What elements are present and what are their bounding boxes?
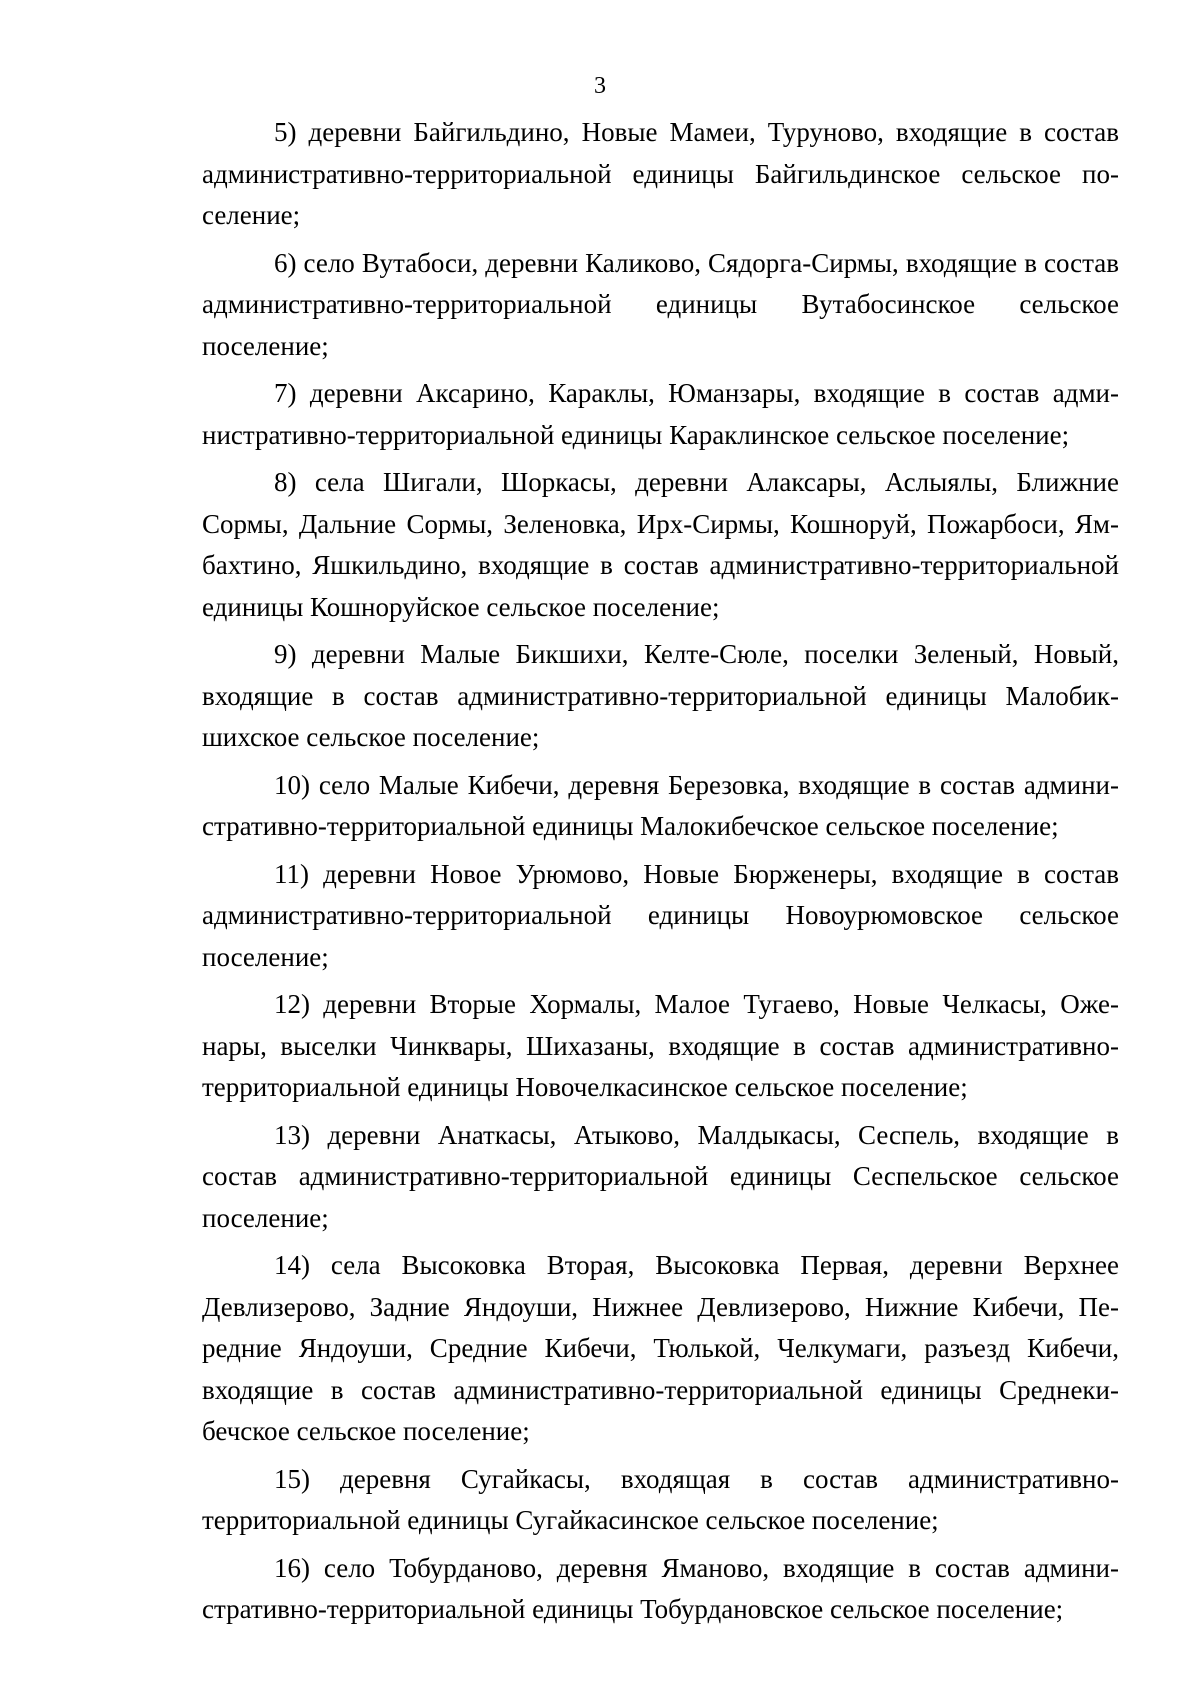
list-item-7: 7) деревни Аксарино, Караклы, Юманзары, входящие в состав административно-территориальной единицы Караклинское сельское поселение;	[202, 378, 1119, 450]
list-item-16: 16) село Тобурданово, деревня Яманово, входящие в состав административно-территориальной единицы Тобурдановское сельское поселение;	[202, 1552, 1119, 1624]
list-item-5: 5) деревни Байгильдино, Новые Мамеи, Туруново, входящие в состав административно-территориальной единицы Байгильдинское сельское поселение;	[202, 117, 1119, 230]
list-item-13: 13) деревни Анаткасы, Атыково, Малдыкасы, Сеспель, входящие в состав административно-территориальной единицы Сеспельское сельское поселение;	[202, 1119, 1119, 1233]
page-number: 3	[594, 73, 606, 99]
list-item-15: 15) деревня Сугайкасы, входящая в состав административно-территориальной единицы Сугайкасинское сельское поселение;	[202, 1463, 1119, 1535]
list-item-10: 10) село Малые Кибечи, деревня Березовка, входящие в состав административно-территориальной единицы Малокибечское сельское поселение;	[202, 769, 1119, 841]
list-item-14: 14) села Высоковка Вторая, Высоковка Первая, деревни Верхнее Девлизерово, Задние Яндоуши, Нижнее Девлизерово, Нижние Кибечи, Передние Яндоуши, Средние Кибечи, Тюлькой, Челкумаги, разъезд Кибечи, входящие в состав административно-территориальной единицы Среднекибечское сельское поселение;	[202, 1250, 1119, 1446]
list-item-6: 6) село Вутабоси, деревни Каликово, Сядорга-Сирмы, входящие в состав административно-территориальной единицы Вутабосинское сельское поселение;	[202, 247, 1119, 361]
list-item-11: 11) деревни Новое Урюмово, Новые Бюрженеры, входящие в состав административно-территориальной единицы Новоурюмовское сельское поселение;	[202, 858, 1119, 972]
document-body	[202, 112, 1119, 1637]
list-item-8: 8) села Шигали, Шоркасы, деревни Алаксары, Аслыялы, Ближние Сормы, Дальние Сормы, Зеленовка, Ирх-Сирмы, Кошноруй, Пожарбоси, Ямбахтино, Яшкильдино, входящие в состав административно-территориальной единицы Кошноруйское сельское поселение;	[202, 467, 1119, 622]
list-item-9: 9) деревни Малые Бикшихи, Келте-Сюле, поселки Зеленый, Новый, входящие в состав административно-территориальной единицы Малобикшихское сельское поселение;	[202, 639, 1119, 752]
list-item-12: 12) деревни Вторые Хормалы, Малое Тугаево, Новые Челкасы, Оженары, выселки Чинквары, Шихазаны, входящие в состав административно-территориальной единицы Новочелкасинское сельское поселение;	[202, 989, 1119, 1102]
